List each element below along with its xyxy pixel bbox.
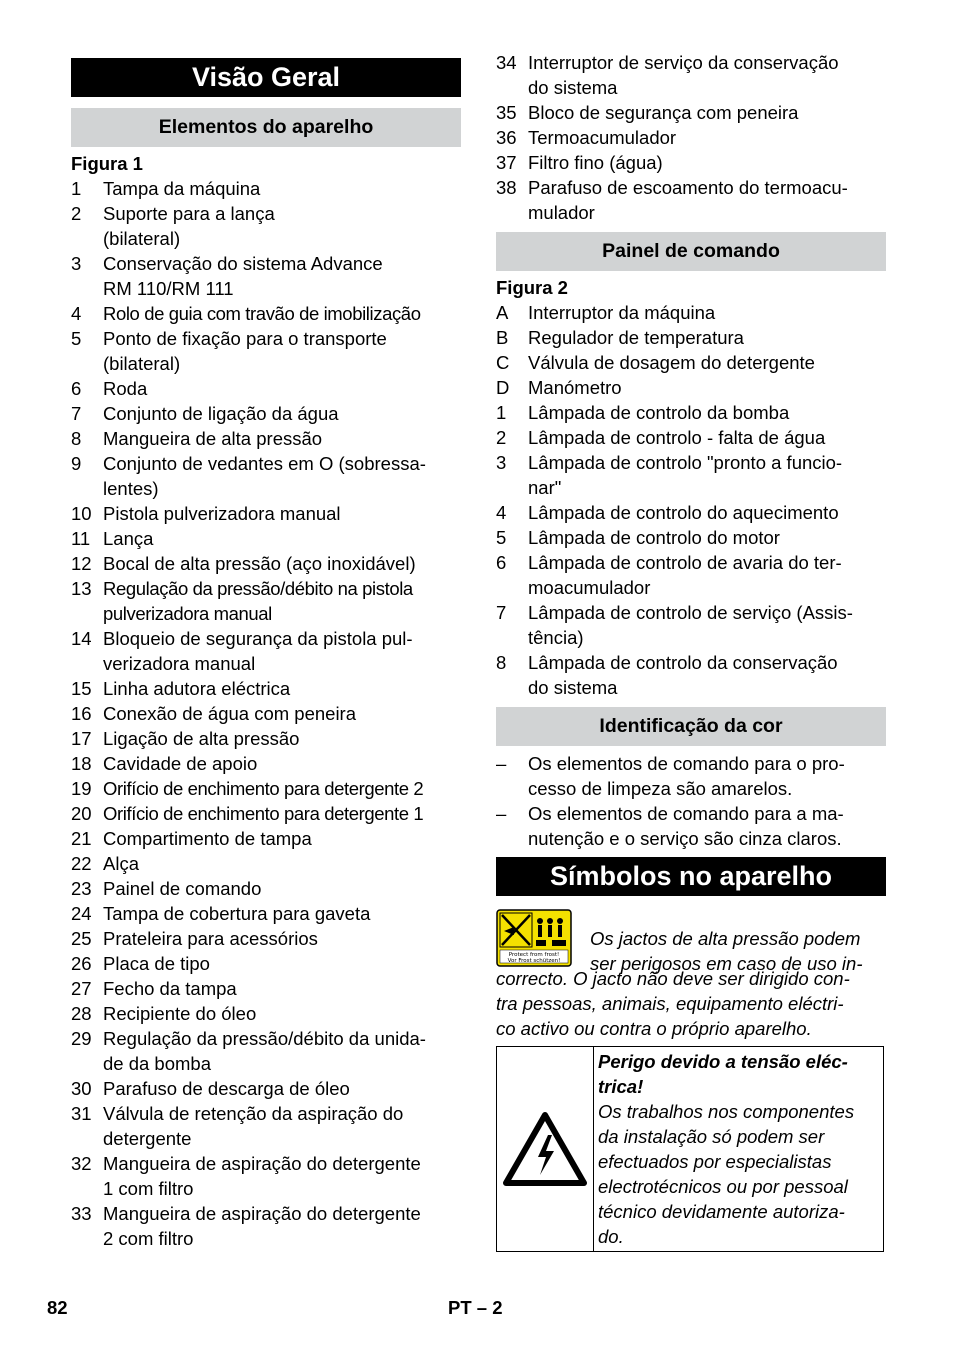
control-panel-heading: Painel de comando bbox=[496, 232, 886, 271]
list-item-text: Cavidade de apoio bbox=[103, 753, 258, 774]
list-item-text: Os elementos de comando para o pro- cesso de limpeza são amarelos. bbox=[528, 753, 845, 799]
list-item-number: 7 bbox=[496, 602, 507, 623]
list-item bbox=[496, 500, 886, 525]
list-item-text: Lâmpada de controlo da conservação do sistema bbox=[528, 652, 838, 698]
list-item bbox=[496, 525, 886, 550]
list-item-text: Suporte para a lança (bilateral) bbox=[103, 203, 275, 249]
list-item-text: Roda bbox=[103, 378, 148, 399]
jet-warning-text-rest: correcto. O jacto não deve ser dirigido con- tra pessoas, animais, equipamento eléctri- co activo ou contra o próprio aparelho. bbox=[496, 968, 850, 1039]
list-item bbox=[496, 650, 886, 700]
list-item bbox=[496, 50, 886, 100]
list-item-number: 6 bbox=[496, 552, 507, 573]
page-label: PT – 2 bbox=[448, 1297, 503, 1318]
list-item-number: 26 bbox=[71, 953, 92, 974]
list-item-text: Alça bbox=[103, 853, 139, 874]
list-item bbox=[71, 676, 461, 701]
list-item-text: Lâmpada de controlo - falta de água bbox=[528, 427, 826, 448]
list-item-number: 8 bbox=[71, 428, 82, 449]
list-item-number: C bbox=[496, 352, 510, 373]
list-item-number: 37 bbox=[496, 152, 517, 173]
list-item-number: 2 bbox=[496, 427, 507, 448]
list-item bbox=[71, 526, 461, 551]
list-item-text: Tampa de cobertura para gaveta bbox=[103, 903, 371, 924]
list-item bbox=[71, 726, 461, 751]
list-item bbox=[71, 426, 461, 451]
list-item bbox=[71, 1026, 461, 1076]
list-item bbox=[496, 550, 886, 600]
list-item-text: Regulador de temperatura bbox=[528, 327, 744, 348]
list-item-number: 5 bbox=[496, 527, 507, 548]
list-item bbox=[496, 751, 886, 801]
list-item-text: Recipiente do óleo bbox=[103, 1003, 257, 1024]
list-item-text: Compartimento de tampa bbox=[103, 828, 312, 849]
left-column bbox=[71, 50, 461, 1251]
electrical-danger-body: Os trabalhos nos componentes da instalação só podem ser efectuados por especialistas electrotécnicos ou por pessoal técnico devidamente autoriza- do. bbox=[598, 1101, 855, 1247]
page-number: 82 bbox=[47, 1297, 68, 1318]
sticker-text-line-1: Protect from frost! bbox=[508, 952, 560, 958]
electrical-danger-title: Perigo devido a tensão eléc- trica! bbox=[598, 1051, 848, 1097]
list-item-text: Conservação do sistema Advance RM 110/RM 111 bbox=[103, 253, 383, 299]
high-voltage-warning-icon bbox=[502, 1111, 588, 1187]
list-item-number: 20 bbox=[71, 803, 92, 824]
list-item-text: Filtro fino (água) bbox=[528, 152, 663, 173]
list-item bbox=[496, 350, 886, 375]
list-item-text: Rolo de guia com travão de imobilização bbox=[103, 303, 421, 324]
list-item-text: Termoacumulador bbox=[528, 127, 677, 148]
list-item bbox=[496, 175, 886, 225]
list-item bbox=[71, 826, 461, 851]
list-item bbox=[71, 951, 461, 976]
list-item-text: Conjunto de vedantes em O (sobressa- lentes) bbox=[103, 453, 426, 499]
list-item-number: 29 bbox=[71, 1028, 92, 1049]
list-item bbox=[71, 976, 461, 1001]
warning-sticker-icon bbox=[496, 909, 572, 967]
list-item-text: Placa de tipo bbox=[103, 953, 210, 974]
list-item bbox=[71, 776, 461, 801]
list-item-number: 13 bbox=[71, 578, 92, 599]
figure-2-label: Figura 2 bbox=[496, 277, 568, 298]
list-item bbox=[496, 100, 886, 125]
list-item bbox=[71, 926, 461, 951]
list-item bbox=[71, 501, 461, 526]
list-item-number: 4 bbox=[71, 303, 82, 324]
list-item-number: A bbox=[496, 302, 509, 323]
list-item-number: 25 bbox=[71, 928, 92, 949]
list-item bbox=[71, 551, 461, 576]
list-item-number: 30 bbox=[71, 1078, 92, 1099]
list-item-number: 18 bbox=[71, 753, 92, 774]
list-item-text: Válvula de dosagem do detergente bbox=[528, 352, 815, 373]
list-item bbox=[496, 400, 886, 425]
list-item-text: Painel de comando bbox=[103, 878, 262, 899]
list-item-number: 16 bbox=[71, 703, 92, 724]
list-item-number: 8 bbox=[496, 652, 507, 673]
list-item-number: – bbox=[496, 753, 507, 774]
list-item bbox=[71, 751, 461, 776]
color-identification-list bbox=[496, 751, 886, 851]
list-item bbox=[71, 201, 461, 251]
list-item bbox=[71, 401, 461, 426]
list-item-text: Fecho da tampa bbox=[103, 978, 237, 999]
list-item bbox=[496, 375, 886, 400]
electrical-danger-icon-cell bbox=[497, 1047, 594, 1251]
list-item-number: 21 bbox=[71, 828, 92, 849]
list-item-number: 14 bbox=[71, 628, 92, 649]
list-item bbox=[496, 325, 886, 350]
list-item-text: Conexão de água com peneira bbox=[103, 703, 357, 724]
list-item-text: Tampa da máquina bbox=[103, 178, 261, 199]
list-item bbox=[71, 1201, 461, 1251]
list-item-text: Mangueira de aspiração do detergente 1 com filtro bbox=[103, 1153, 421, 1199]
electrical-danger-text bbox=[594, 1047, 858, 1251]
list-item-number: 10 bbox=[71, 503, 92, 524]
list-item-number: 35 bbox=[496, 102, 517, 123]
list-item bbox=[496, 450, 886, 500]
list-item-text: Interruptor da máquina bbox=[528, 302, 716, 323]
list-item-text: Regulação da pressão/débito na pistola pulverizadora manual bbox=[103, 578, 413, 624]
list-item-text: Ponto de fixação para o transporte (bilateral) bbox=[103, 328, 387, 374]
overview-heading: Visão Geral bbox=[71, 58, 461, 97]
list-item-text: Mangueira de alta pressão bbox=[103, 428, 323, 449]
list-item-text: Ligação de alta pressão bbox=[103, 728, 300, 749]
list-item-text: Lâmpada de controlo "pronto a funcio- nar" bbox=[528, 452, 843, 498]
list-item-text: Os elementos de comando para a ma- nutenção e o serviço são cinza claros. bbox=[528, 803, 844, 849]
list-item bbox=[71, 301, 461, 326]
list-item-text: Lâmpada de controlo de avaria do ter- moacumulador bbox=[528, 552, 842, 598]
list-item bbox=[496, 125, 886, 150]
list-item-number: – bbox=[496, 803, 507, 824]
device-elements-list bbox=[71, 176, 461, 1251]
list-item-text: Conjunto de ligação da água bbox=[103, 403, 339, 424]
list-item bbox=[496, 425, 886, 450]
list-item-number: 34 bbox=[496, 52, 517, 73]
list-item bbox=[496, 801, 886, 851]
list-item bbox=[71, 1101, 461, 1151]
list-item-text: Interruptor de serviço da conservação do sistema bbox=[528, 52, 839, 98]
device-elements-list-continued bbox=[496, 50, 886, 225]
list-item-number: 1 bbox=[71, 178, 82, 199]
electrical-danger-box bbox=[496, 1046, 884, 1252]
list-item-text: Mangueira de aspiração do detergente 2 com filtro bbox=[103, 1203, 421, 1249]
list-item-number: 5 bbox=[71, 328, 82, 349]
list-item-number: 22 bbox=[71, 853, 92, 874]
list-item bbox=[71, 701, 461, 726]
list-item-text: Lâmpada de controlo do motor bbox=[528, 527, 780, 548]
list-item bbox=[71, 901, 461, 926]
list-item-number: 31 bbox=[71, 1103, 92, 1124]
list-item-text: Lâmpada de controlo de serviço (Assis- tência) bbox=[528, 602, 853, 648]
sticker-text-line-2: Vor Frost schützen! bbox=[507, 958, 561, 964]
list-item-number: 6 bbox=[71, 378, 82, 399]
list-item-number: 3 bbox=[496, 452, 507, 473]
list-item bbox=[496, 300, 886, 325]
list-item-number: 1 bbox=[496, 402, 507, 423]
list-item bbox=[71, 876, 461, 901]
list-item-text: Prateleira para acessórios bbox=[103, 928, 318, 949]
list-item-number: 7 bbox=[71, 403, 82, 424]
list-item-number: 12 bbox=[71, 553, 92, 574]
right-column bbox=[496, 50, 886, 1252]
list-item-text: Bloco de segurança com peneira bbox=[528, 102, 799, 123]
list-item-text: Orifício de enchimento para detergente 1 bbox=[103, 803, 424, 824]
list-item-number: 24 bbox=[71, 903, 92, 924]
list-item-text: Manómetro bbox=[528, 377, 622, 398]
list-item-text: Lâmpada de controlo do aquecimento bbox=[528, 502, 839, 523]
list-item bbox=[71, 251, 461, 301]
list-item bbox=[71, 1151, 461, 1201]
color-identification-heading: Identificação da cor bbox=[496, 707, 886, 746]
list-item-text: Parafuso de descarga de óleo bbox=[103, 1078, 350, 1099]
list-item bbox=[71, 626, 461, 676]
list-item bbox=[496, 150, 886, 175]
list-item-text: Bocal de alta pressão (aço inoxidável) bbox=[103, 553, 416, 574]
list-item bbox=[71, 1001, 461, 1026]
list-item-text: Parafuso de escoamento do termoacu- mulador bbox=[528, 177, 848, 223]
list-item-text: Orifício de enchimento para detergente 2 bbox=[103, 778, 424, 799]
list-item-number: 23 bbox=[71, 878, 92, 899]
list-item-number: 3 bbox=[71, 253, 82, 274]
list-item-text: Linha adutora eléctrica bbox=[103, 678, 291, 699]
list-item bbox=[71, 851, 461, 876]
control-panel-list bbox=[496, 300, 886, 700]
list-item-number: B bbox=[496, 327, 509, 348]
list-item-number: 38 bbox=[496, 177, 517, 198]
list-item-text: Pistola pulverizadora manual bbox=[103, 503, 341, 524]
device-elements-heading: Elementos do aparelho bbox=[71, 108, 461, 147]
list-item bbox=[71, 1076, 461, 1101]
list-item bbox=[496, 600, 886, 650]
list-item-number: 32 bbox=[71, 1153, 92, 1174]
list-item bbox=[71, 376, 461, 401]
list-item-text: Bloqueio de segurança da pistola pul- verizadora manual bbox=[103, 628, 413, 674]
list-item-text: Lâmpada de controlo da bomba bbox=[528, 402, 790, 423]
list-item-number: 4 bbox=[496, 502, 507, 523]
list-item-text: Regulação da pressão/débito da unida- de da bomba bbox=[103, 1028, 426, 1074]
high-pressure-warning-sticker bbox=[496, 909, 574, 969]
list-item bbox=[71, 176, 461, 201]
list-item-number: 11 bbox=[71, 528, 91, 549]
list-item bbox=[71, 451, 461, 501]
list-item-text: Lança bbox=[103, 528, 154, 549]
list-item-number: 17 bbox=[71, 728, 92, 749]
list-item-number: 2 bbox=[71, 203, 82, 224]
figure-1-label: Figura 1 bbox=[71, 153, 143, 174]
symbols-heading: Símbolos no aparelho bbox=[496, 857, 886, 896]
list-item-number: D bbox=[496, 377, 510, 398]
list-item-number: 36 bbox=[496, 127, 517, 148]
list-item-number: 33 bbox=[71, 1203, 92, 1224]
list-item-number: 19 bbox=[71, 778, 92, 799]
list-item-number: 27 bbox=[71, 978, 92, 999]
list-item-number: 15 bbox=[71, 678, 92, 699]
list-item-text: Válvula de retenção da aspiração do detergente bbox=[103, 1103, 404, 1149]
list-item bbox=[71, 801, 461, 826]
list-item bbox=[71, 576, 461, 626]
list-item bbox=[71, 326, 461, 376]
list-item-number: 28 bbox=[71, 1003, 92, 1024]
list-item-number: 9 bbox=[71, 453, 82, 474]
jet-warning-text-first: Os jactos de alta pressão podem ser perigosos em caso de uso in- bbox=[590, 928, 863, 974]
